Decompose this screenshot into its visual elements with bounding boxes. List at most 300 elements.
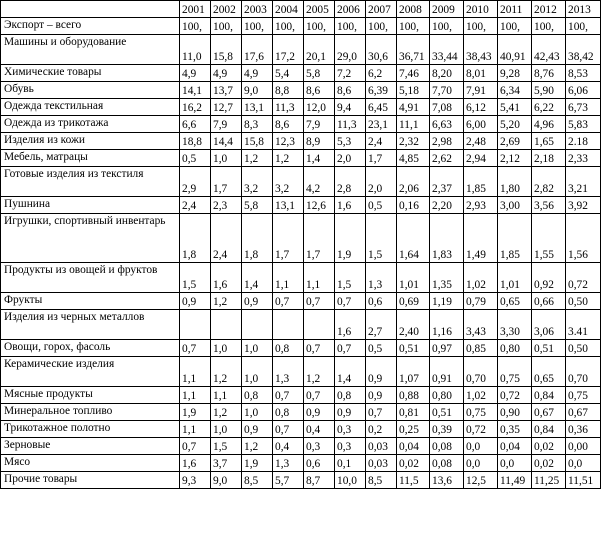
value-cell: 1,9 <box>242 455 273 472</box>
value-cell: 3,56 <box>532 197 566 214</box>
value-cell: 2,4 <box>366 133 397 150</box>
value-cell: 1,3 <box>273 455 304 472</box>
value-cell: 100, <box>464 18 498 35</box>
value-cell: 0,6 <box>366 293 397 310</box>
value-cell: 0,91 <box>430 357 464 387</box>
value-cell: 3,21 <box>566 167 601 197</box>
value-cell: 0,8 <box>273 404 304 421</box>
value-cell: 0,7 <box>304 293 335 310</box>
value-cell: 2,82 <box>532 167 566 197</box>
value-cell: 10,0 <box>335 472 366 489</box>
value-cell: 1,0 <box>242 404 273 421</box>
value-cell: 12,0 <box>304 99 335 116</box>
value-cell: 100, <box>366 18 397 35</box>
value-cell: 2,62 <box>430 150 464 167</box>
value-cell: 1,35 <box>430 263 464 293</box>
value-cell: 0,66 <box>532 293 566 310</box>
value-cell: 0,3 <box>304 438 335 455</box>
value-cell: 0,51 <box>430 404 464 421</box>
value-cell: 1,0 <box>211 421 242 438</box>
value-cell: 11,0 <box>180 35 211 65</box>
value-cell: 8,3 <box>242 116 273 133</box>
year-header: 2006 <box>335 1 366 18</box>
value-cell: 0,75 <box>464 404 498 421</box>
value-cell: 0,5 <box>366 197 397 214</box>
year-header: 2008 <box>397 1 430 18</box>
value-cell: 0,72 <box>498 387 532 404</box>
value-cell: 4,9 <box>242 65 273 82</box>
value-cell: 0,90 <box>498 404 532 421</box>
row-label: Овощи, горох, фасоль <box>1 340 180 357</box>
value-cell <box>242 310 273 340</box>
table-row <box>1 357 601 387</box>
value-cell: 0,8 <box>242 387 273 404</box>
value-cell: 0,72 <box>566 263 601 293</box>
value-cell: 8,76 <box>532 65 566 82</box>
value-cell: 0,81 <box>397 404 430 421</box>
value-cell: 0,84 <box>532 387 566 404</box>
table-row <box>1 472 601 489</box>
table-row <box>1 455 601 472</box>
value-cell: 100, <box>566 18 601 35</box>
value-cell: 0,03 <box>366 455 397 472</box>
value-cell: 0,7 <box>273 293 304 310</box>
value-cell: 8,6 <box>273 116 304 133</box>
value-cell: 2,40 <box>397 310 430 340</box>
value-cell: 100, <box>180 18 211 35</box>
value-cell: 9,0 <box>242 82 273 99</box>
value-cell: 7,9 <box>304 116 335 133</box>
value-cell: 0,7 <box>180 340 211 357</box>
row-label: Химические товары <box>1 65 180 82</box>
value-cell: 1,16 <box>430 310 464 340</box>
table-row <box>1 82 601 99</box>
value-cell: 38,42 <box>566 35 601 65</box>
value-cell: 4,9 <box>211 65 242 82</box>
value-cell: 12,6 <box>304 197 335 214</box>
value-cell: 6,06 <box>566 82 601 99</box>
value-cell: 1,80 <box>498 167 532 197</box>
value-cell: 4,85 <box>397 150 430 167</box>
value-cell: 0,50 <box>566 340 601 357</box>
value-cell: 0,80 <box>430 387 464 404</box>
value-cell: 0,04 <box>397 438 430 455</box>
value-cell: 1,6 <box>180 455 211 472</box>
value-cell: 23,1 <box>366 116 397 133</box>
value-cell: 2,8 <box>335 167 366 197</box>
value-cell: 38,43 <box>464 35 498 65</box>
row-label: Зерновые <box>1 438 180 455</box>
value-cell: 13,1 <box>242 99 273 116</box>
value-cell: 1,7 <box>273 214 304 263</box>
value-cell: 16,2 <box>180 99 211 116</box>
value-cell: 0,70 <box>566 357 601 387</box>
value-cell: 17,6 <box>242 35 273 65</box>
value-cell: 15,8 <box>211 35 242 65</box>
table-row <box>1 404 601 421</box>
value-cell <box>180 310 211 340</box>
value-cell: 0,50 <box>566 293 601 310</box>
year-header: 2002 <box>211 1 242 18</box>
value-cell: 13,1 <box>273 197 304 214</box>
value-cell: 0,72 <box>464 421 498 438</box>
value-cell: 100, <box>397 18 430 35</box>
value-cell: 2,4 <box>211 214 242 263</box>
year-header: 2004 <box>273 1 304 18</box>
value-cell: 1,8 <box>180 214 211 263</box>
value-cell: 8,20 <box>430 65 464 82</box>
value-cell: 1,1 <box>273 263 304 293</box>
value-cell: 2,33 <box>566 150 601 167</box>
value-cell: 1,7 <box>304 214 335 263</box>
value-cell: 1,5 <box>180 263 211 293</box>
value-cell: 0,9 <box>366 387 397 404</box>
year-header: 2003 <box>242 1 273 18</box>
value-cell: 1,2 <box>211 293 242 310</box>
row-label: Мебель, матрацы <box>1 150 180 167</box>
table-row <box>1 18 601 35</box>
value-cell: 0,92 <box>532 263 566 293</box>
value-cell <box>211 310 242 340</box>
value-cell: 0,2 <box>366 421 397 438</box>
value-cell: 0,9 <box>335 404 366 421</box>
value-cell: 1,65 <box>532 133 566 150</box>
value-cell: 0,02 <box>397 455 430 472</box>
table-row <box>1 340 601 357</box>
value-cell: 3,2 <box>273 167 304 197</box>
value-cell: 0,97 <box>430 340 464 357</box>
table-body <box>1 18 601 489</box>
value-cell: 1,1 <box>211 387 242 404</box>
value-cell: 1,2 <box>211 404 242 421</box>
value-cell: 0,03 <box>366 438 397 455</box>
row-label: Изделия из кожи <box>1 133 180 150</box>
value-cell: 1,2 <box>242 438 273 455</box>
value-cell: 6,6 <box>180 116 211 133</box>
value-cell: 0,36 <box>566 421 601 438</box>
value-cell: 1,3 <box>366 263 397 293</box>
value-cell: 0,67 <box>566 404 601 421</box>
year-header: 2007 <box>366 1 397 18</box>
row-label: Готовые изделия из текстиля <box>1 167 180 197</box>
value-cell: 1,9 <box>180 404 211 421</box>
value-cell: 8,8 <box>273 82 304 99</box>
table-row <box>1 35 601 65</box>
value-cell: 100, <box>242 18 273 35</box>
table-row <box>1 421 601 438</box>
value-cell: 1,7 <box>366 150 397 167</box>
table-row <box>1 197 601 214</box>
table-row <box>1 167 601 197</box>
value-cell: 14,4 <box>211 133 242 150</box>
value-cell: 1,83 <box>430 214 464 263</box>
value-cell: 15,8 <box>242 133 273 150</box>
value-cell: 0,88 <box>397 387 430 404</box>
value-cell: 0,9 <box>180 293 211 310</box>
value-cell: 1,6 <box>211 263 242 293</box>
value-cell: 6,73 <box>566 99 601 116</box>
value-cell: 7,46 <box>397 65 430 82</box>
value-cell: 1,2 <box>304 357 335 387</box>
value-cell: 1,4 <box>335 357 366 387</box>
row-label: Мясо <box>1 455 180 472</box>
value-cell: 2,20 <box>430 197 464 214</box>
value-cell: 0,75 <box>566 387 601 404</box>
value-cell: 0,35 <box>498 421 532 438</box>
value-cell: 3,00 <box>498 197 532 214</box>
value-cell: 0,7 <box>273 421 304 438</box>
value-cell: 0,7 <box>304 340 335 357</box>
value-cell: 0,39 <box>430 421 464 438</box>
value-cell: 0,1 <box>335 455 366 472</box>
value-cell: 9,0 <box>211 472 242 489</box>
header-corner-cell <box>1 1 180 18</box>
value-cell: 0,8 <box>335 387 366 404</box>
year-header: 2011 <box>498 1 532 18</box>
value-cell: 0,80 <box>498 340 532 357</box>
year-header: 2013 <box>566 1 601 18</box>
value-cell: 5,4 <box>273 65 304 82</box>
value-cell: 5,20 <box>498 116 532 133</box>
value-cell: 5,7 <box>273 472 304 489</box>
value-cell: 1,5 <box>366 214 397 263</box>
value-cell: 0,65 <box>498 293 532 310</box>
table-row <box>1 65 601 82</box>
value-cell: 8,53 <box>566 65 601 82</box>
value-cell: 12,3 <box>273 133 304 150</box>
value-cell: 6,2 <box>366 65 397 82</box>
value-cell: 4,96 <box>532 116 566 133</box>
value-cell: 1,8 <box>242 214 273 263</box>
value-cell: 9,28 <box>498 65 532 82</box>
value-cell: 7,08 <box>430 99 464 116</box>
value-cell: 4,91 <box>397 99 430 116</box>
value-cell: 0,0 <box>464 455 498 472</box>
row-label: Пушнина <box>1 197 180 214</box>
value-cell: 12,7 <box>211 99 242 116</box>
value-cell: 0,5 <box>366 340 397 357</box>
value-cell: 7,2 <box>335 65 366 82</box>
value-cell: 2,0 <box>366 167 397 197</box>
value-cell: 4,2 <box>304 167 335 197</box>
value-cell: 0,25 <box>397 421 430 438</box>
value-cell: 0,65 <box>532 357 566 387</box>
value-cell: 2,48 <box>464 133 498 150</box>
value-cell: 1,2 <box>242 150 273 167</box>
value-cell: 4,9 <box>180 65 211 82</box>
year-header: 2012 <box>532 1 566 18</box>
value-cell: 0,9 <box>242 421 273 438</box>
value-cell: 8,01 <box>464 65 498 82</box>
value-cell: 0,7 <box>304 387 335 404</box>
value-cell: 3,92 <box>566 197 601 214</box>
value-cell: 0,0 <box>566 455 601 472</box>
value-cell: 1,19 <box>430 293 464 310</box>
row-label: Одежда текстильная <box>1 99 180 116</box>
value-cell: 29,0 <box>335 35 366 65</box>
value-cell: 0,00 <box>566 438 601 455</box>
table-row <box>1 116 601 133</box>
value-cell: 0,9 <box>366 357 397 387</box>
value-cell: 2,0 <box>335 150 366 167</box>
value-cell: 8,6 <box>304 82 335 99</box>
value-cell: 1,0 <box>211 340 242 357</box>
value-cell: 0,5 <box>180 150 211 167</box>
value-cell: 20,1 <box>304 35 335 65</box>
value-cell: 1,3 <box>273 357 304 387</box>
value-cell: 8,7 <box>304 472 335 489</box>
value-cell: 0,70 <box>464 357 498 387</box>
value-cell: 11,25 <box>532 472 566 489</box>
value-cell: 1,5 <box>335 263 366 293</box>
value-cell: 2,98 <box>430 133 464 150</box>
row-label: Керамические изделия <box>1 357 180 387</box>
value-cell: 33,44 <box>430 35 464 65</box>
value-cell: 100, <box>430 18 464 35</box>
value-cell: 0,02 <box>532 438 566 455</box>
value-cell: 11,1 <box>397 116 430 133</box>
value-cell: 2,06 <box>397 167 430 197</box>
value-cell: 2,18 <box>532 150 566 167</box>
value-cell: 1,9 <box>335 214 366 263</box>
value-cell: 0,08 <box>430 438 464 455</box>
value-cell: 1,2 <box>273 150 304 167</box>
value-cell: 1,02 <box>464 263 498 293</box>
value-cell: 0,04 <box>498 438 532 455</box>
value-cell: 1,56 <box>566 214 601 263</box>
value-cell: 2,93 <box>464 197 498 214</box>
value-cell: 1,0 <box>242 357 273 387</box>
value-cell: 5,90 <box>532 82 566 99</box>
value-cell: 1,1 <box>180 387 211 404</box>
value-cell: 0,51 <box>532 340 566 357</box>
value-cell: 3,06 <box>532 310 566 340</box>
value-cell: 1,01 <box>498 263 532 293</box>
value-cell: 0,4 <box>304 421 335 438</box>
value-cell: 6,39 <box>366 82 397 99</box>
value-cell: 0,67 <box>532 404 566 421</box>
value-cell: 5,83 <box>566 116 601 133</box>
table-row <box>1 99 601 116</box>
row-label: Машины и оборудование <box>1 35 180 65</box>
value-cell: 5,8 <box>242 197 273 214</box>
value-cell: 100, <box>273 18 304 35</box>
value-cell: 11,3 <box>335 116 366 133</box>
value-cell <box>273 310 304 340</box>
row-label: Изделия из черных металлов <box>1 310 180 340</box>
value-cell: 36,71 <box>397 35 430 65</box>
value-cell: 0,7 <box>335 293 366 310</box>
value-cell: 5,3 <box>335 133 366 150</box>
value-cell: 0,9 <box>304 404 335 421</box>
value-cell: 0,02 <box>532 455 566 472</box>
value-cell: 0,6 <box>304 455 335 472</box>
value-cell: 13,7 <box>211 82 242 99</box>
value-cell: 0,84 <box>532 421 566 438</box>
row-label: Экспорт – всего <box>1 18 180 35</box>
value-cell: 6,22 <box>532 99 566 116</box>
value-cell: 3,43 <box>464 310 498 340</box>
row-label: Фрукты <box>1 293 180 310</box>
row-label: Трикотажное полотно <box>1 421 180 438</box>
value-cell: 1,2 <box>211 357 242 387</box>
value-cell: 0,4 <box>273 438 304 455</box>
value-cell: 6,45 <box>366 99 397 116</box>
value-cell: 5,18 <box>397 82 430 99</box>
value-cell: 100, <box>532 18 566 35</box>
row-label: Игрушки, спортивный инвентарь <box>1 214 180 263</box>
value-cell: 11,5 <box>397 472 430 489</box>
value-cell: 12,5 <box>464 472 498 489</box>
value-cell: 2,9 <box>180 167 211 197</box>
value-cell: 2,69 <box>498 133 532 150</box>
value-cell: 0,9 <box>242 293 273 310</box>
value-cell: 6,12 <box>464 99 498 116</box>
value-cell: 2,4 <box>180 197 211 214</box>
value-cell: 11,3 <box>273 99 304 116</box>
value-cell: 6,34 <box>498 82 532 99</box>
table-row <box>1 263 601 293</box>
value-cell: 1,1 <box>180 357 211 387</box>
value-cell: 3,30 <box>498 310 532 340</box>
value-cell: 0,7 <box>273 387 304 404</box>
header-row <box>1 1 601 18</box>
value-cell <box>304 310 335 340</box>
value-cell: 0,0 <box>464 438 498 455</box>
value-cell: 1,5 <box>211 438 242 455</box>
value-cell: 7,70 <box>430 82 464 99</box>
value-cell: 8,5 <box>366 472 397 489</box>
table-row <box>1 133 601 150</box>
value-cell: 0,0 <box>498 455 532 472</box>
value-cell: 2,32 <box>397 133 430 150</box>
value-cell: 42,43 <box>532 35 566 65</box>
value-cell: 2.18 <box>566 133 601 150</box>
value-cell: 30,6 <box>366 35 397 65</box>
row-label: Обувь <box>1 82 180 99</box>
year-header: 2010 <box>464 1 498 18</box>
value-cell: 0,51 <box>397 340 430 357</box>
value-cell: 1,4 <box>304 150 335 167</box>
value-cell: 1,6 <box>335 197 366 214</box>
value-cell: 6,00 <box>464 116 498 133</box>
value-cell: 18,8 <box>180 133 211 150</box>
year-header: 2001 <box>180 1 211 18</box>
value-cell: 100, <box>304 18 335 35</box>
row-label: Прочие товары <box>1 472 180 489</box>
value-cell: 7,91 <box>464 82 498 99</box>
value-cell: 2,7 <box>366 310 397 340</box>
value-cell: 2,12 <box>498 150 532 167</box>
value-cell: 2,37 <box>430 167 464 197</box>
value-cell: 0,79 <box>464 293 498 310</box>
value-cell: 5,8 <box>304 65 335 82</box>
value-cell: 9,4 <box>335 99 366 116</box>
row-label: Одежда из трикотажа <box>1 116 180 133</box>
value-cell: 1,7 <box>211 167 242 197</box>
year-header: 2005 <box>304 1 335 18</box>
row-label: Продукты из овощей и фруктов <box>1 263 180 293</box>
value-cell: 1,0 <box>211 150 242 167</box>
value-cell: 17,2 <box>273 35 304 65</box>
value-cell: 1,02 <box>464 387 498 404</box>
value-cell: 1,01 <box>397 263 430 293</box>
value-cell: 3,2 <box>242 167 273 197</box>
table-row <box>1 387 601 404</box>
value-cell: 0,3 <box>335 421 366 438</box>
value-cell: 0,7 <box>366 404 397 421</box>
value-cell: 0,7 <box>335 340 366 357</box>
